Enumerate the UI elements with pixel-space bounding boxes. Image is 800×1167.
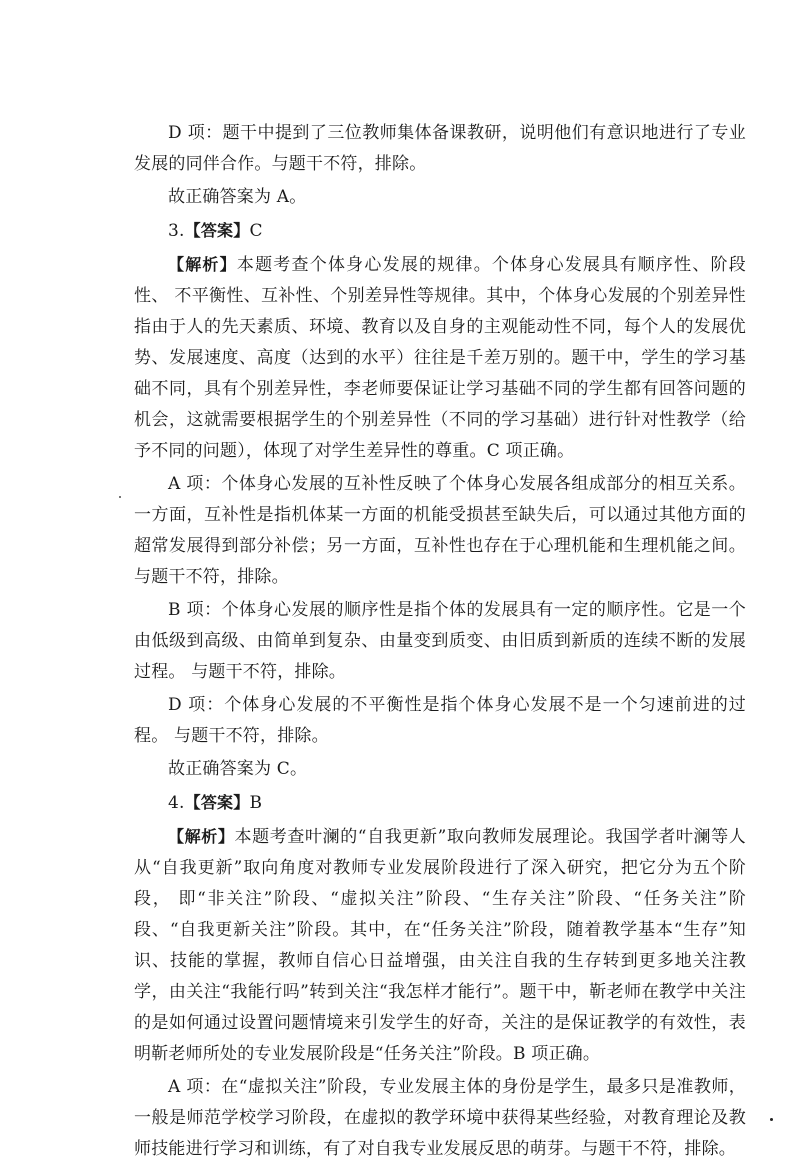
- paragraph-text: D 项：题干中提到了三位教师集体备课教研，说明他们有意识地进行了专业发展的同伴合作。与题干不符，排除。: [134, 123, 746, 174]
- paragraph-option-d-imbalance: [134, 690, 746, 752]
- question-3-analysis: [134, 249, 746, 467]
- question-3-answer-heading: [134, 215, 746, 247]
- paragraph-text: 故正确答案为 A。: [168, 187, 307, 207]
- answer-value: C: [249, 221, 263, 241]
- paragraph-answer-c: [134, 754, 746, 785]
- question-4-analysis: [134, 821, 746, 1070]
- answer-value: B: [249, 793, 263, 813]
- answer-label: 【答案】: [184, 793, 250, 812]
- paragraph-option-a-virtual-concern: [134, 1072, 746, 1165]
- question-number: 3.: [168, 221, 185, 241]
- paragraph-option-d-team-teaching: [134, 118, 746, 180]
- document-page: [134, 118, 746, 1167]
- question-number: 4.: [168, 793, 185, 813]
- paragraph-text: A 项：个体身心发展的互补性反映了个体身心发展各组成部分的相互关系。一方面，互补性是指机体某一方面的机能受损甚至缺失后，可以通过其他方面的超常发展得到部分补偿；另一方面，互补性也存在于心理机能和生理机能之间。与题干不符，排除。: [134, 474, 746, 587]
- answer-label: 【答案】: [184, 221, 250, 240]
- paragraph-text: B 项：个体身心发展的顺序性是指个体的发展具有一定的顺序性。它是一个由低级到高级、由简单到复杂、由量变到质变、由旧质到新质的连续不断的发展过程。 与题干不符，排除。: [134, 600, 746, 682]
- paragraph-option-b-sequence: [134, 595, 746, 688]
- paragraph-text: D 项：个体身心发展的不平衡性是指个体身心发展不是一个匀速前进的过程。 与题干不符，排除。: [134, 695, 746, 746]
- scan-speck: [119, 496, 121, 498]
- scan-dot: [770, 1118, 773, 1121]
- question-4-answer-heading: [134, 787, 746, 819]
- paragraph-option-a-complementarity: [134, 469, 746, 593]
- paragraph-text: A 项：在“虚拟关注”阶段，专业发展主体的身份是学生，最多只是准教师， 一般是师范学校学习阶段，在虚拟的教学环境中获得某些经验，对教育理论及教师技能进行学习和训练，有了对自我专业发展反思的萌芽。与题干不符，排除。: [134, 1077, 746, 1159]
- analysis-label: 【解析】: [168, 255, 237, 274]
- analysis-text: 本题考查个体身心发展的规律。个体身心发展具有顺序性、阶段性、 不平衡性、互补性、个别差异性等规律。其中，个体身心发展的个别差异性指由于人的先天素质、环境、教育以及自身的主观能动性不同，每个人的发展优势、发展速度、高度（达到的水平）往往是千差万别的。题干中，学生的学习基础不同，具有个别差异性，李老师要保证让学习基础不同的学生都有回答问题的机会，这就需要根据学生的个别差异性（不同的学习基础）进行针对性教学（给予不同的问题），体现了对学生差异性的尊重。C 项正确。: [134, 255, 746, 461]
- paragraph-answer-a: [134, 182, 746, 213]
- analysis-text: 本题考查叶澜的“自我更新”取向教师发展理论。我国学者叶澜等人从“自我更新”取向角度对教师专业发展阶段进行了深入研究，把它分为五个阶段， 即“非关注”阶段、“虚拟关注”阶段、“生存关注”阶段、“任务关注”阶段、“自我更新关注”阶段。其中，在“任务关注”阶段，随着教学基本“生存”知识、技能的掌握，教师自信心日益增强，由关注自我的生存转到更多地关注教学，由关注“我能行吗”转到关注“我怎样才能行”。题干中，靳老师在教学中关注的是如何通过设置问题情境来引发学生的好奇，关注的是保证教学的有效性，表明靳老师所处的专业发展阶段是“任务关注”阶段。B 项正确。: [134, 827, 746, 1064]
- paragraph-text: 故正确答案为 C。: [168, 759, 308, 779]
- analysis-label: 【解析】: [168, 827, 235, 846]
